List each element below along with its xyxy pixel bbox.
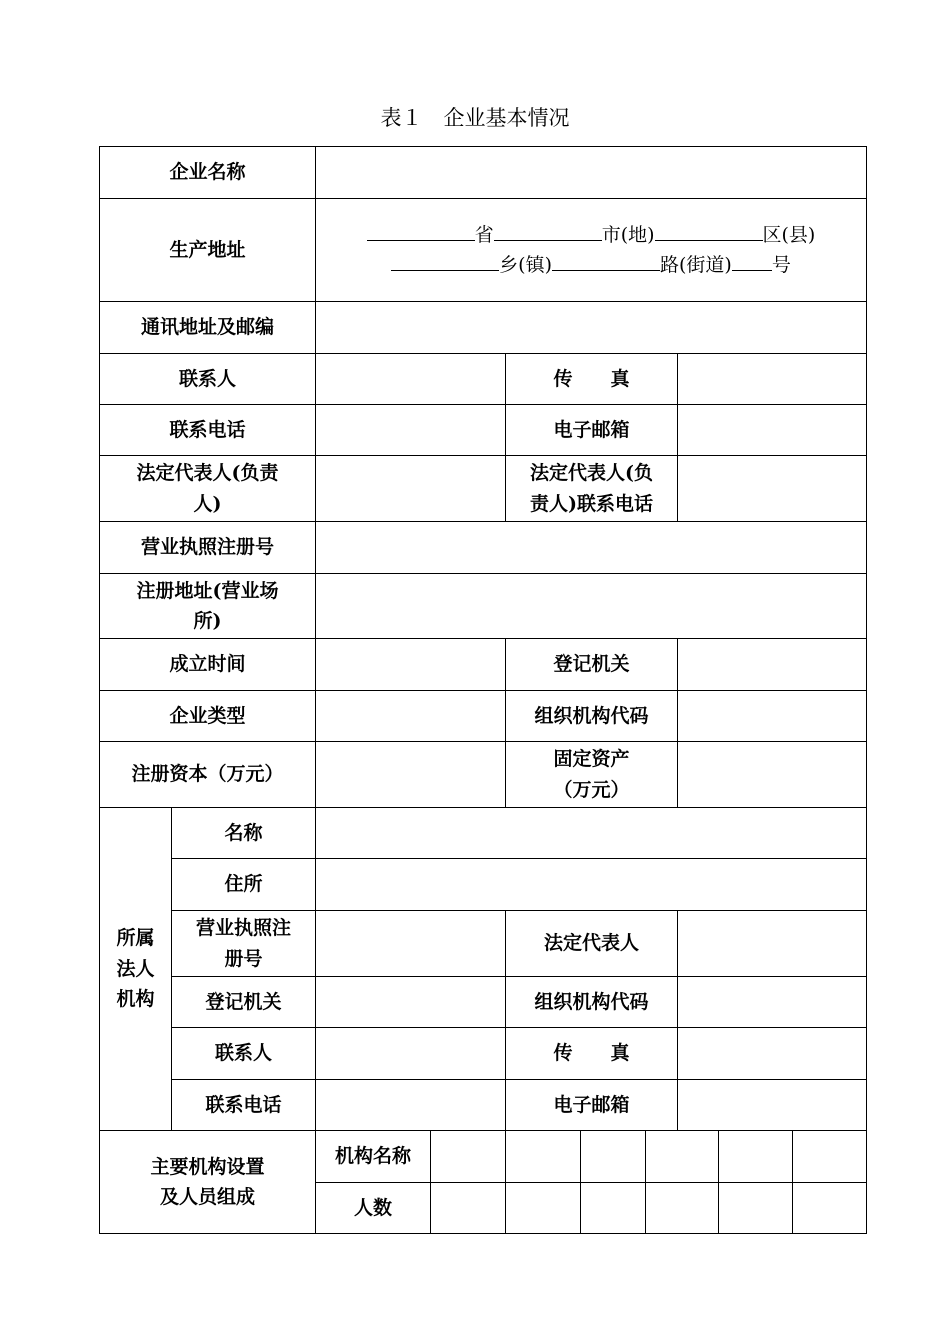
- dept-name-cell[interactable]: [431, 1131, 506, 1183]
- district-blank[interactable]: [655, 222, 763, 241]
- parent-org-code-field[interactable]: [678, 977, 867, 1028]
- email-field[interactable]: [678, 405, 867, 456]
- dept-name-cell[interactable]: [719, 1131, 793, 1183]
- city-unit: 市(地): [601, 223, 655, 246]
- table-row: [100, 742, 867, 808]
- legal-rep-label: 法定代表人(负责 人): [100, 456, 316, 522]
- fixed-assets-label: 固定资产 （万元）: [506, 742, 678, 808]
- headcount-cell[interactable]: [793, 1183, 867, 1234]
- production-address-field[interactable]: [316, 199, 867, 302]
- township-unit: 乡(镇): [499, 254, 552, 276]
- parent-residence-label: 住所: [172, 859, 316, 911]
- table-row: [100, 911, 867, 977]
- parent-org-label: 所属 法人 机构: [100, 808, 172, 1131]
- city-blank[interactable]: [494, 222, 602, 241]
- reg-address-field[interactable]: [316, 574, 867, 639]
- province-blank[interactable]: [367, 222, 475, 241]
- road-blank[interactable]: [552, 252, 660, 271]
- province-unit: 省: [474, 223, 494, 246]
- table-row: [100, 302, 867, 354]
- parent-email-field[interactable]: [678, 1080, 867, 1131]
- contact-phone-field[interactable]: [316, 405, 506, 456]
- road-unit: 路(街道): [660, 254, 732, 276]
- parent-legal-rep-label: 法定代表人: [506, 911, 678, 977]
- table-row: [100, 456, 867, 522]
- parent-name-label: 名称: [172, 808, 316, 859]
- license-no-label: 营业执照注册号: [100, 522, 316, 574]
- basic-info-table: [99, 146, 867, 1234]
- reg-authority-label: 登记机关: [506, 639, 678, 691]
- company-type-label: 企业类型: [100, 691, 316, 742]
- founded-field[interactable]: [316, 639, 506, 691]
- number-unit: 号: [771, 254, 791, 276]
- table-row: [100, 1028, 867, 1080]
- parent-reg-authority-field[interactable]: [316, 977, 506, 1028]
- parent-residence-field[interactable]: [316, 859, 867, 911]
- founded-label: 成立时间: [100, 639, 316, 691]
- table-row: [100, 977, 867, 1028]
- reg-capital-field[interactable]: [316, 742, 506, 808]
- table-row: [100, 1131, 867, 1183]
- production-address-label: 生产地址: [100, 199, 316, 302]
- fax-field[interactable]: [678, 354, 867, 405]
- parent-name-field[interactable]: [316, 808, 867, 859]
- table-row: [100, 691, 867, 742]
- parent-phone-label: 联系电话: [172, 1080, 316, 1131]
- parent-email-label: 电子邮箱: [506, 1080, 678, 1131]
- headcount-cell[interactable]: [506, 1183, 581, 1234]
- fax-label: 传 真: [506, 354, 678, 405]
- reg-authority-field[interactable]: [678, 639, 867, 691]
- headcount-cell[interactable]: [581, 1183, 646, 1234]
- fixed-assets-field[interactable]: [678, 742, 867, 808]
- license-no-field[interactable]: [316, 522, 867, 574]
- reg-address-label: 注册地址(营业场 所): [100, 574, 316, 639]
- parent-reg-authority-label: 登记机关: [172, 977, 316, 1028]
- parent-org-code-label: 组织机构代码: [506, 977, 678, 1028]
- table-row: [100, 574, 867, 639]
- table-row: [100, 405, 867, 456]
- parent-license-field[interactable]: [316, 911, 506, 977]
- parent-contact-label: 联系人: [172, 1028, 316, 1080]
- legal-rep-field[interactable]: [316, 456, 506, 522]
- parent-fax-field[interactable]: [678, 1028, 867, 1080]
- headcount-label: 人数: [316, 1183, 431, 1234]
- township-blank[interactable]: [391, 252, 499, 271]
- company-name-label: 企业名称: [100, 147, 316, 199]
- mailing-address-label: 通讯地址及邮编: [100, 302, 316, 354]
- dept-name-cell[interactable]: [793, 1131, 867, 1183]
- reg-capital-label: 注册资本（万元）: [100, 742, 316, 808]
- org-code-field[interactable]: [678, 691, 867, 742]
- number-blank[interactable]: [732, 252, 772, 271]
- table-row: [100, 1080, 867, 1131]
- parent-legal-rep-field[interactable]: [678, 911, 867, 977]
- district-unit: 区(县): [762, 223, 816, 246]
- parent-phone-field[interactable]: [316, 1080, 506, 1131]
- dept-name-cell[interactable]: [581, 1131, 646, 1183]
- headcount-cell[interactable]: [431, 1183, 506, 1234]
- contact-label: 联系人: [100, 354, 316, 405]
- dept-name-cell[interactable]: [646, 1131, 719, 1183]
- dept-name-cell[interactable]: [506, 1131, 581, 1183]
- table-row: [100, 354, 867, 405]
- email-label: 电子邮箱: [506, 405, 678, 456]
- table-row: [100, 639, 867, 691]
- dept-name-label: 机构名称: [316, 1131, 431, 1183]
- page-title: 表１ 企业基本情况: [380, 106, 570, 130]
- table-row: [100, 808, 867, 859]
- table-row: [100, 522, 867, 574]
- legal-rep-phone-field[interactable]: [678, 456, 867, 522]
- main-org-label: 主要机构设置 及人员组成: [100, 1131, 316, 1234]
- table-row: [100, 199, 867, 302]
- table-row: [100, 859, 867, 911]
- legal-rep-phone-label: 法定代表人(负 责人)联系电话: [506, 456, 678, 522]
- company-type-field[interactable]: [316, 691, 506, 742]
- parent-contact-field[interactable]: [316, 1028, 506, 1080]
- headcount-cell[interactable]: [646, 1183, 719, 1234]
- org-code-label: 组织机构代码: [506, 691, 678, 742]
- mailing-address-field[interactable]: [316, 302, 867, 354]
- headcount-cell[interactable]: [719, 1183, 793, 1234]
- contact-field[interactable]: [316, 354, 506, 405]
- parent-license-label: 营业执照注 册号: [172, 911, 316, 977]
- contact-phone-label: 联系电话: [100, 405, 316, 456]
- parent-fax-label: 传 真: [506, 1028, 678, 1080]
- company-name-field[interactable]: [316, 147, 867, 199]
- table-row: [100, 147, 867, 199]
